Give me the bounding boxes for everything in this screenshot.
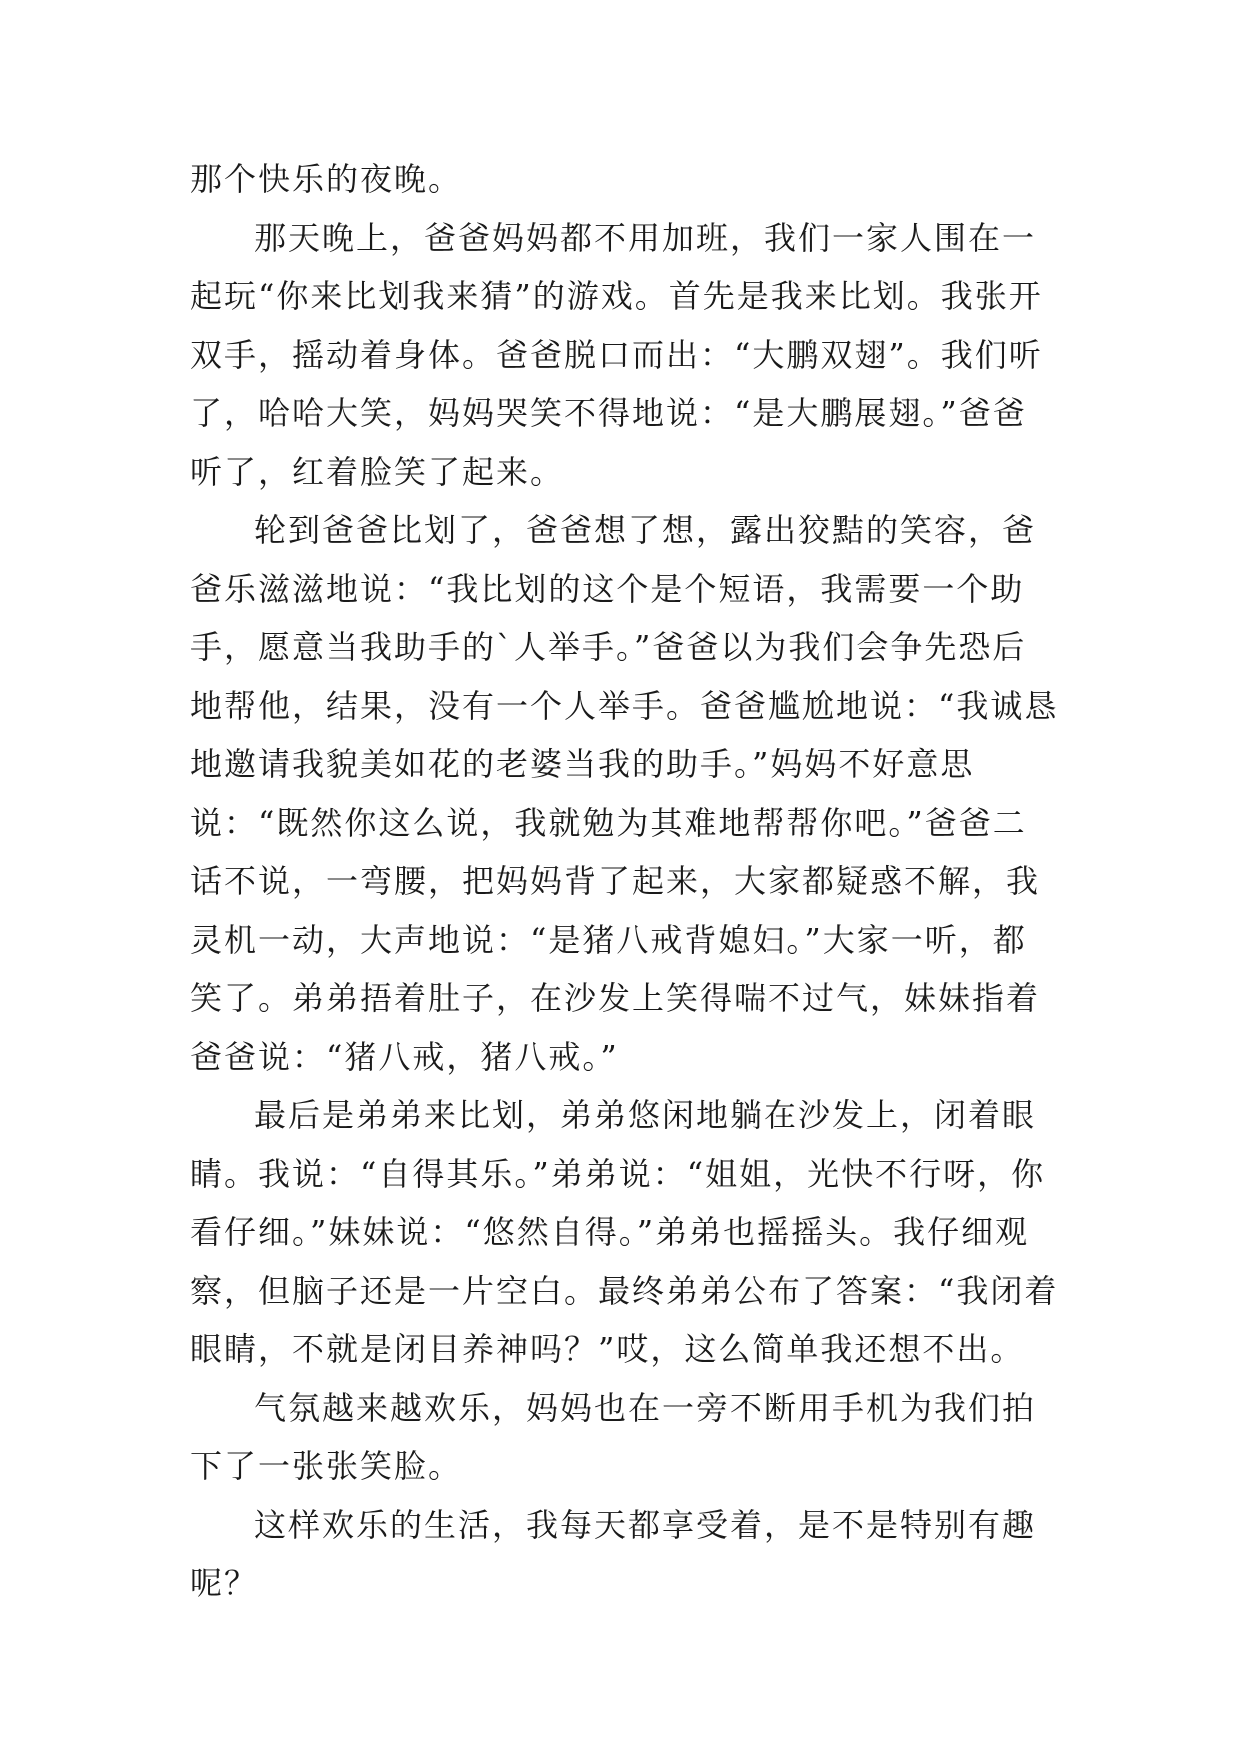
paragraph-2: 那天晚上，爸爸妈妈都不用加班，我们一家人围在一起玩“你来比划我来猜”的游戏。首先是我来比划。我张开双手，摇动着身体。爸爸脱口而出：“大鹏双翅”。我们听了，哈哈大笑，妈妈哭笑不得地说：“是大鹏展翅。”爸爸听了，红着脸笑了起来。 — [190, 218, 1043, 491]
paragraph-6: 这样欢乐的生活，我每天都享受着，是不是特别有趣呢？ — [190, 1505, 1037, 1602]
paragraph-5: 气氛越来越欢乐，妈妈也在一旁不断用手机为我们拍下了一张张笑脸。 — [190, 1388, 1037, 1485]
document-body — [190, 150, 1060, 1613]
paragraph-1: 那个快乐的夜晚。 — [190, 160, 463, 198]
paragraph-4: 最后是弟弟来比划，弟弟悠闲地躺在沙发上，闭着眼睛。我说：“自得其乐。”弟弟说：“姐姐，光快不行呀，你看仔细。”妹妹说：“悠然自得。”弟弟也摇摇头。我仔细观察，但脑子还是一片空白。最终弟弟公布了答案：“我闭着眼睛，不就是闭目养神吗？”哎，这么简单我还想不出。 — [190, 1096, 1059, 1368]
paragraph-3: 轮到爸爸比划了，爸爸想了想，露出狡黠的笑容，爸爸乐滋滋地说：“我比划的这个是个短语，我需要一个助手，愿意当我助手的`人举手。”爸爸以为我们会争先恐后地帮他，结果，没有一个人举手。爸爸尴尬地说：“我诚恳地邀请我貌美如花的老婆当我的助手。”妈妈不好意思说：“既然你这么说，我就勉为其难地帮帮你吧。”爸爸二话不说，一弯腰，把妈妈背了起来，大家都疑惑不解，我灵机一动，大声地说：“是猪八戒背媳妇。”大家一听，都笑了。弟弟捂着肚子，在沙发上笑得喘不过气，妹妹指着爸爸说：“猪八戒，猪八戒。” — [190, 511, 1059, 1076]
